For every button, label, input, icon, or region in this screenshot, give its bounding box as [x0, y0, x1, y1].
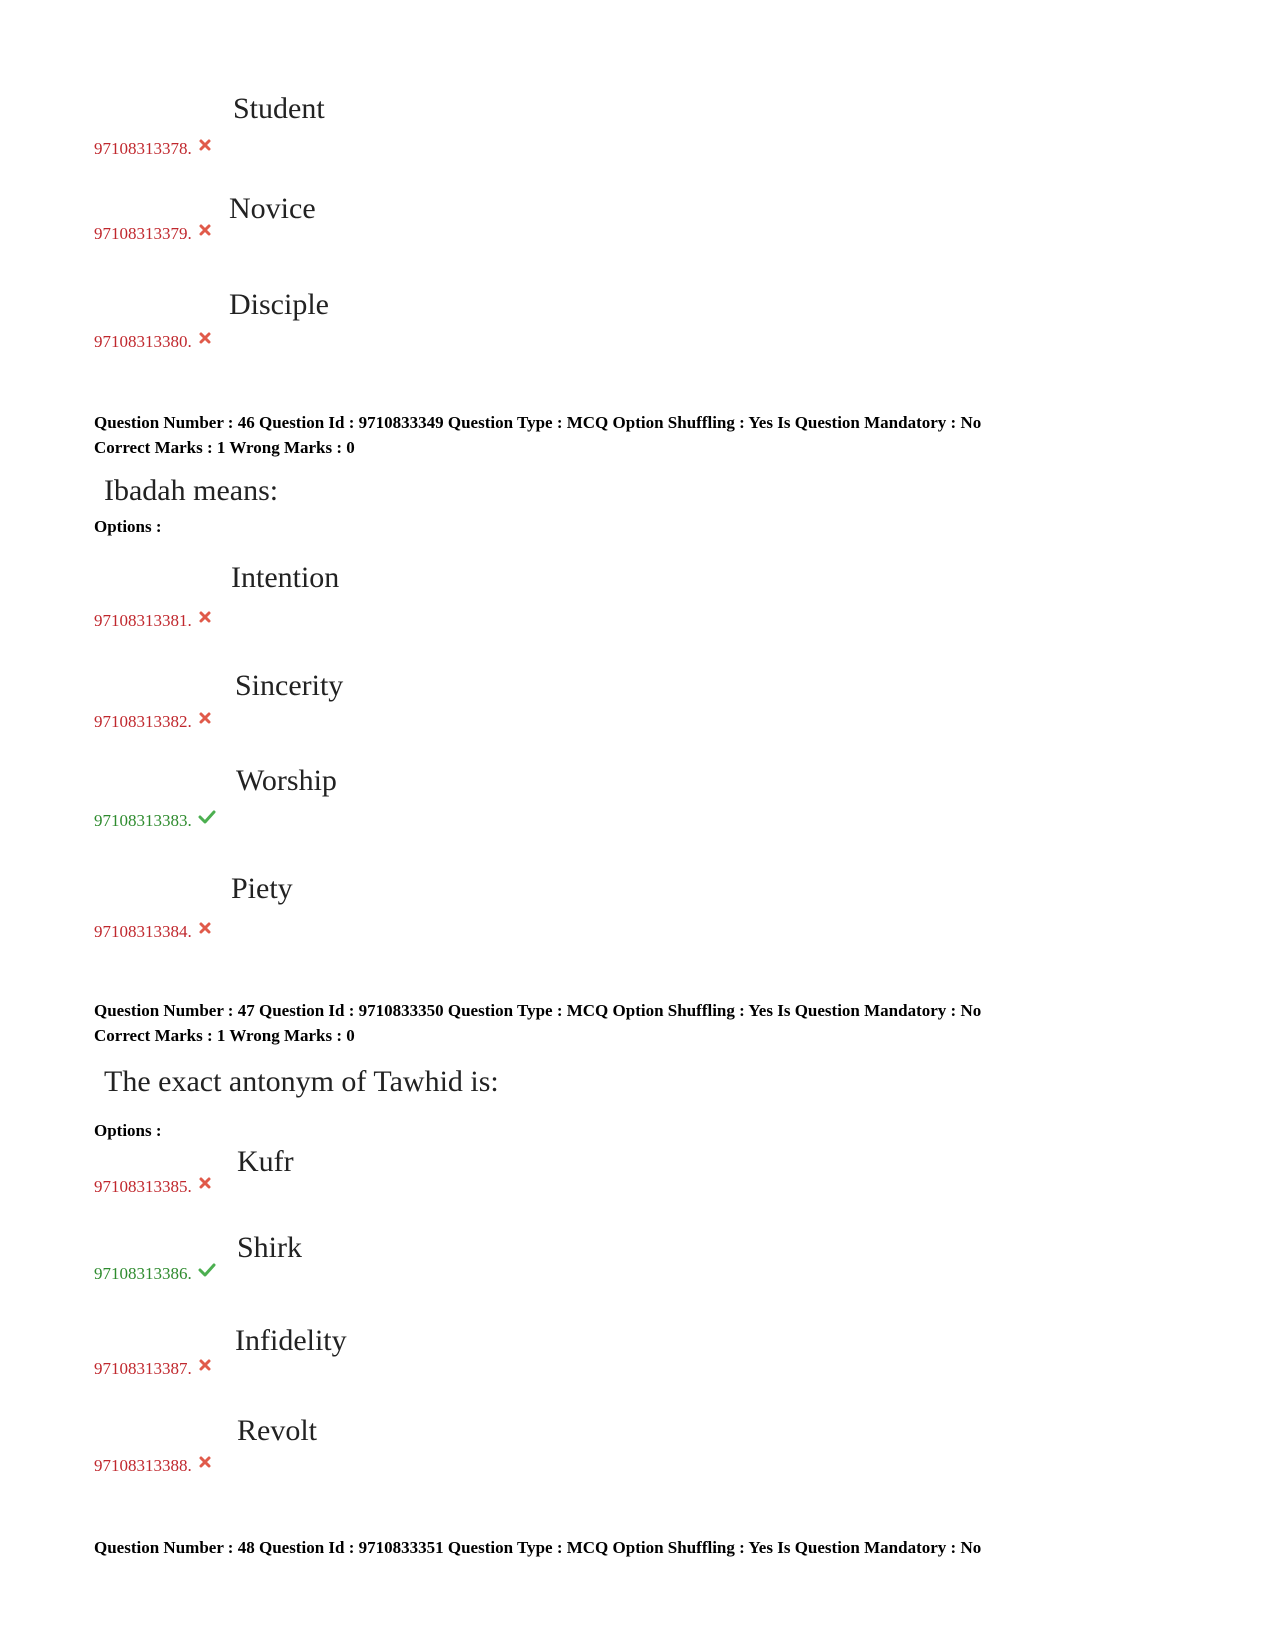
option-text: Piety [231, 872, 293, 905]
cross-icon [198, 711, 212, 725]
question-meta: Question Number : 46 Question Id : 9710833349 Question Type : MCQ Option Shuffling : Yes Is Question Mandatory : No [94, 413, 982, 432]
cross-icon [198, 1455, 212, 1469]
cross-icon [198, 610, 212, 624]
question-meta: Question Number : 47 Question Id : 9710833350 Question Type : MCQ Option Shuffling : Yes Is Question Mandatory : No [94, 1001, 982, 1020]
option-id: 97108313383. [94, 810, 212, 831]
question-meta: Question Number : 48 Question Id : 9710833351 Question Type : MCQ Option Shuffling : Yes Is Question Mandatory : No [94, 1538, 982, 1557]
cross-icon [198, 138, 212, 152]
cross-icon [198, 921, 212, 935]
option-id: 97108313385. [94, 1176, 212, 1197]
option-id: 97108313382. [94, 711, 212, 732]
option-id: 97108313384. [94, 921, 212, 942]
option-id: 97108313381. [94, 610, 212, 631]
option-id: 97108313378. [94, 138, 212, 159]
option-id: 97108313379. [94, 223, 212, 244]
option-id: 97108313388. [94, 1455, 212, 1476]
question-text: Ibadah means: [104, 474, 279, 507]
check-icon [198, 810, 212, 824]
cross-icon [198, 1176, 212, 1190]
question-marks: Correct Marks : 1 Wrong Marks : 0 [94, 1026, 355, 1045]
option-id: 97108313387. [94, 1358, 212, 1379]
cross-icon [198, 331, 212, 345]
question-marks: Correct Marks : 1 Wrong Marks : 0 [94, 438, 355, 457]
question-text: The exact antonym of Tawhid is: [104, 1065, 499, 1098]
option-text: Shirk [237, 1231, 303, 1264]
check-icon [198, 1263, 212, 1277]
option-text: Intention [231, 561, 340, 594]
option-text: Disciple [229, 288, 329, 321]
option-id: 97108313386. [94, 1263, 212, 1284]
option-text: Novice [229, 192, 316, 225]
option-text: Revolt [237, 1414, 317, 1447]
option-text: Worship [236, 764, 337, 797]
option-text: Kufr [237, 1145, 294, 1178]
option-text: Sincerity [235, 669, 344, 702]
option-text: Student [233, 92, 325, 125]
options-label: Options : [94, 517, 162, 536]
option-text: Infidelity [235, 1324, 347, 1357]
cross-icon [198, 1358, 212, 1372]
options-label: Options : [94, 1121, 162, 1140]
option-id: 97108313380. [94, 331, 212, 352]
cross-icon [198, 223, 212, 237]
